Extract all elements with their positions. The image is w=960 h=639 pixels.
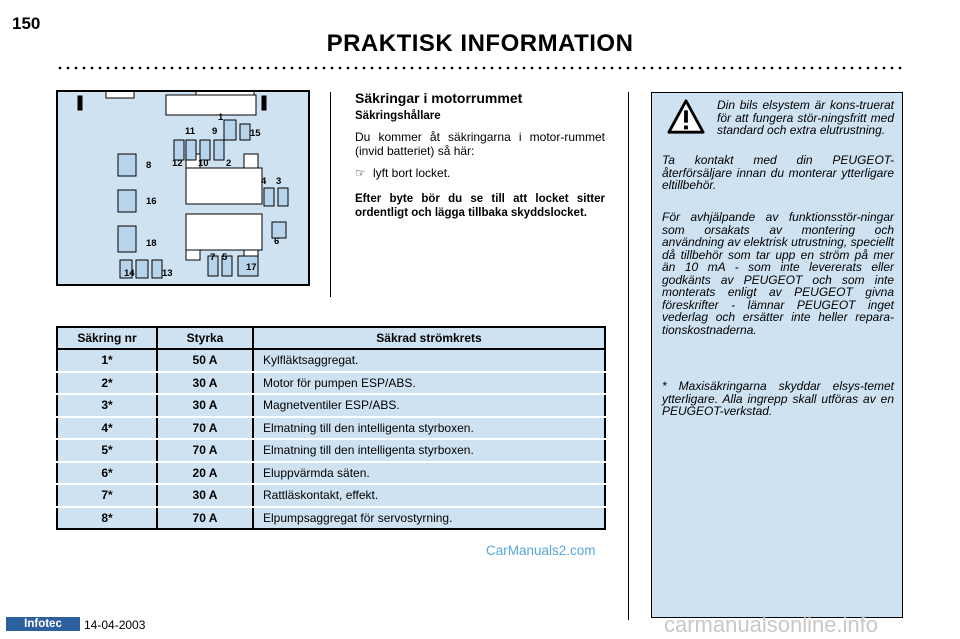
- fuse-number: 6*: [57, 462, 157, 485]
- table-row: [57, 439, 605, 462]
- info-paragraph: Ta kontakt med din PEUGEOT-återförsäljare innan du monterar ytterligare eltillbehör.: [662, 153, 894, 192]
- fuse-circuit: Elpumpsaggregat för servostyrning.: [253, 507, 605, 530]
- fuse-number: 7*: [57, 484, 157, 507]
- fuse-label: 7: [210, 252, 216, 263]
- page-title: PRAKTISK INFORMATION: [326, 30, 634, 57]
- table-row: [57, 484, 605, 507]
- fuse-label: 17: [246, 262, 257, 273]
- page-number: 150: [12, 14, 41, 33]
- fuse-circuit: Elmatning till den intelligenta styrboxen.: [253, 439, 605, 462]
- fuse-label: 6: [274, 236, 280, 247]
- carmanuals-link[interactable]: CarManuals2.com: [486, 543, 596, 558]
- pointing-hand-icon: ☞: [355, 166, 366, 180]
- fuse-number: 4*: [57, 417, 157, 440]
- fuse-label: 5: [222, 252, 228, 263]
- fuse-circuit: Motor för pumpen ESP/ABS.: [253, 372, 605, 395]
- fuse-rating: 20 A: [157, 462, 253, 485]
- fuse-circuit: Magnetventiler ESP/ABS.: [253, 394, 605, 417]
- fuse-circuit: Rattläskontakt, effekt.: [253, 484, 605, 507]
- section-body: Du kommer åt säkringarna i motor-rummet (invid batteriet) så här:: [355, 130, 605, 158]
- fuse-label: 13: [162, 268, 173, 279]
- fuse-number: 5*: [57, 439, 157, 462]
- fuse-rating: 70 A: [157, 507, 253, 530]
- fuse-rating: 50 A: [157, 349, 253, 372]
- fuse-circuit: Elmatning till den intelligenta styrboxen.: [253, 417, 605, 440]
- fuse-number: 1*: [57, 349, 157, 372]
- fuse-label: 15: [250, 128, 261, 139]
- fuse-label: 16: [146, 196, 157, 207]
- fuse-label: 4: [261, 176, 267, 187]
- column-divider: [628, 92, 629, 620]
- fuse-label: 10: [198, 158, 209, 169]
- fuse-box-drawing: [58, 92, 308, 284]
- table-row: [57, 349, 605, 372]
- infotec-logo: Infotec: [6, 617, 80, 631]
- fuse-number: 3*: [57, 394, 157, 417]
- fuse-label: 18: [146, 238, 157, 249]
- instruction-bullet: [355, 166, 450, 180]
- warning-text: Din bils elsystem är kons-truerat för att fungera stör-ningsfritt med standard och extra elutrustning.: [717, 98, 894, 137]
- section-note: Efter byte bör du se till att locket sitter ordentligt och lägga tillbaka skyddslocket.: [355, 193, 605, 219]
- fuse-number: 2*: [57, 372, 157, 395]
- fuse-rating: 30 A: [157, 484, 253, 507]
- section-subheading: Säkringshållare: [355, 110, 441, 122]
- info-paragraph: För avhjälpande av funktionsstör-ningar som orsakats av montering och användning av elektrisk utrustning, speciellt då tillbehör som tar upp en ström på mer än 10 mA - som inte levererats eller godkänts av PEUGEOT och som inte monterats enligt av PEUGEOT givna föreskrifter - lämnar PEUGEOT inget vederlag och ersätter inte heller repara-tionskostnaderna.: [662, 210, 894, 337]
- column-divider: [330, 92, 331, 297]
- warning-triangle-icon: [667, 98, 705, 136]
- table-row: [57, 372, 605, 395]
- fuse-circuit: Kylfläktsaggregat.: [253, 349, 605, 372]
- table-row: [57, 417, 605, 440]
- fuse-rating: 30 A: [157, 394, 253, 417]
- fuse-label: 8: [146, 160, 152, 171]
- column-header: Säkring nr: [57, 327, 157, 349]
- fuse-label: 1: [218, 112, 224, 123]
- table-header-row: [57, 327, 605, 349]
- column-header: Styrka: [157, 327, 253, 349]
- watermark: carmanualsonline.info: [664, 612, 879, 637]
- fuse-label: 3: [276, 176, 282, 187]
- section-heading: Säkringar i motorrummet: [355, 90, 523, 106]
- fuse-rating: 30 A: [157, 372, 253, 395]
- info-paragraph: * Maxisäkringarna skyddar elsys-temet ytterligare. Alla ingrepp skall utföras av en PEUGEOT-verkstad.: [662, 379, 894, 418]
- fuse-table: [56, 326, 606, 530]
- table-row: [57, 507, 605, 530]
- fuse-rating: 70 A: [157, 417, 253, 440]
- column-header: Säkrad strömkrets: [253, 327, 605, 349]
- fuse-label: 11: [185, 126, 196, 137]
- fuse-number: 8*: [57, 507, 157, 530]
- fuse-label: 9: [212, 126, 218, 137]
- print-date: 14-04-2003: [84, 618, 146, 632]
- fuse-circuit: Eluppvärmda säten.: [253, 462, 605, 485]
- table-row: [57, 394, 605, 417]
- dotted-divider: [56, 66, 906, 70]
- fuse-label: 2: [226, 158, 232, 169]
- bullet-text: lyft bort locket.: [373, 166, 451, 180]
- fuse-box-diagram: [56, 90, 310, 286]
- fuse-label: 14: [124, 268, 135, 279]
- fuse-rating: 70 A: [157, 439, 253, 462]
- fuse-label: 12: [172, 158, 183, 169]
- table-row: [57, 462, 605, 485]
